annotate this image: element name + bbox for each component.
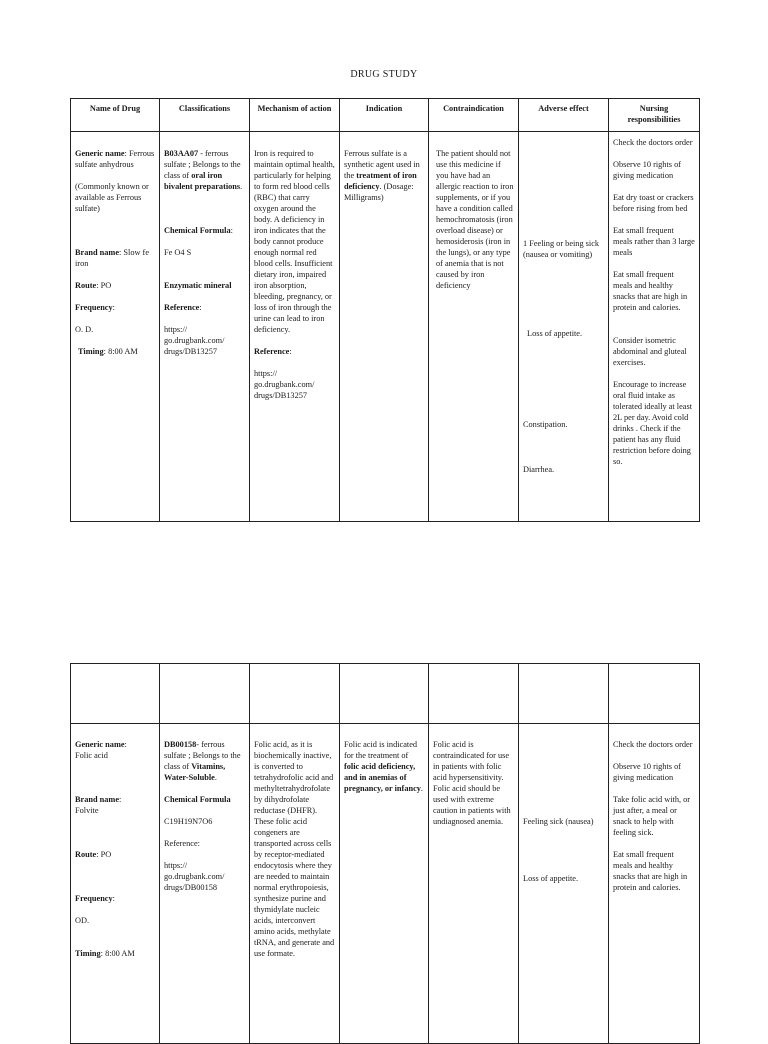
route-label: Route xyxy=(75,281,97,290)
brand-name-value: Slow fe iron xyxy=(75,248,150,268)
page-title: DRUG STUDY xyxy=(350,69,418,80)
generic-name-label: Generic name xyxy=(75,740,125,749)
reference-link[interactable]: https:// go.drugbank.com/ drugs/DB13257 xyxy=(164,325,225,356)
contraindication-cell xyxy=(429,724,519,1044)
mechanism-text: Iron is required to maintain optimal health, particularly for helping to form red blood cells (RBC) that carry oxygen around the body. A deficiency in iron indicates that the body cannot produce enough normal red blood cells. Insufficient dietary iron, impaired iron absorption, bleeding, pregnancy, or loss of iron through the urine can lead to iron deficiency. xyxy=(254,149,335,334)
nursing-item: Check the doctors order xyxy=(613,138,693,147)
frequency-label: Frequency xyxy=(75,894,113,903)
frequency-value: OD. xyxy=(75,916,90,925)
indication-bold: folic acid deficiency, and in anemias of pregnancy, or infancy xyxy=(344,762,421,793)
contraindication-cell xyxy=(429,132,519,522)
nursing-item: Eat small frequent meals and healthy snacks that are high in protein and calories. xyxy=(613,850,688,892)
nursing-cell xyxy=(609,132,700,522)
mechanism-text: Folic acid, as it is biochemically inactive, is converted to tetrahydrofolic acid and methyltetrahydrofolate by dihydrofolate reductase (DHFR). These folic acid congeners are transported across cells by receptor-mediated endocytosis where they are needed to maintain normal erythropoiesis, synthesize purine and thymidylate nucleic acids, interconvert amino acids, methylate tRNA, and generate and use formate. xyxy=(254,740,335,958)
nursing-item: Eat small frequent meals rather than 3 large meals xyxy=(613,226,695,257)
nursing-item: Eat small frequent meals and healthy snacks that are high in protein and calories. xyxy=(613,270,688,312)
reference-link[interactable]: https:// go.drugbank.com/ drugs/DB00158 xyxy=(164,861,225,892)
adverse-item: 1 Feeling or being sick (nausea or vomiting) xyxy=(523,239,600,259)
mechanism-cell xyxy=(250,724,340,1044)
brand-name-label: Brand name xyxy=(75,248,120,257)
nursing-item: Encourage to increase oral fluid intake as tolerated ideally at least 2L per day. Avoid cold drinks . Check if the patient has any fluid restriction before doing so. xyxy=(613,380,693,466)
header-nursing-responsibilities: Nursing responsibilities xyxy=(609,99,700,132)
timing-value: 8:00 AM xyxy=(108,347,138,356)
indication-bold: treatment of iron deficiency xyxy=(344,171,417,191)
nursing-cell xyxy=(609,724,700,1044)
classification-cell: B03AA07 - ferrous sulfate ; Belongs to the class of oral iron bivalent preparations. Chemical Formula: Fe O4 S Enzymatic mineral Reference: https:// go.drugbank.com/ drugs/DB13257 xyxy=(160,132,250,522)
mechanism-reference-label: Reference xyxy=(254,347,290,356)
name-cell: Generic name: Folic acid Brand name: Folvite Route: PO Frequency: OD. Timing: 8:00 AM xyxy=(71,724,160,1044)
common-name: (Commonly known or available as Ferrous sulfate) xyxy=(75,182,149,213)
route-label: Route xyxy=(75,850,97,859)
adverse-item: Constipation. xyxy=(523,420,568,429)
indication-cell xyxy=(340,724,429,1044)
drug-row-folic-acid xyxy=(71,724,700,1044)
brand-name-value: Folvite xyxy=(75,806,99,815)
indication-post: . (Dosage: Milligrams) xyxy=(344,182,414,202)
adverse-effect-cell xyxy=(519,132,609,522)
generic-name-label: Generic name xyxy=(75,149,125,158)
classification-desc: - ferrous sulfate ; Belongs to the class of xyxy=(164,149,241,180)
timing-label: Timing xyxy=(78,347,104,356)
nursing-item: Consider isometric abdominal and gluteal exercises. xyxy=(613,336,687,367)
adverse-item: Diarrhea. xyxy=(523,465,555,474)
classification-code: B03AA07 xyxy=(164,149,199,158)
indication-pre: Ferrous sulfate is a synthetic agent used in the xyxy=(344,149,420,180)
adverse-item: Loss of appetite. xyxy=(527,329,583,338)
drug-study-table-1 xyxy=(70,98,700,522)
contraindication-text: Folic acid is contraindicated for use in patients with folic acid hypersensitivity. Folic acid should be used with extreme caution in patients with undiagnosed anemia. xyxy=(433,740,511,826)
frequency-value: O. D. xyxy=(75,325,94,334)
drug-row-ferrous-sulfate xyxy=(71,132,700,522)
classification-class: oral iron bivalent preparations xyxy=(164,171,241,191)
route-value: PO xyxy=(100,281,112,290)
nursing-item: Observe 10 rights of giving medication xyxy=(613,762,681,782)
header-indication: Indication xyxy=(340,99,429,132)
enzymatic-label: Enzymatic mineral xyxy=(164,281,232,290)
indication-pre: Folic acid is indicated for the treatment of xyxy=(344,740,418,760)
mechanism-cell: Iron is required to maintain optimal health, particularly for helping to form red blood cells (RBC) that carry oxygen around the body. A deficiency in iron indicates that the body cannot produce enough normal red blood cells. Insufficient dietary iron, impaired iron absorption, bleeding, pregnancy, or loss of iron through the urine can lead to iron deficiency. Reference: https:// go.drugbank.com/ drugs/DB13257 xyxy=(250,132,340,522)
classification-class: Vitamins, Water-Soluble xyxy=(164,762,226,782)
classification-desc: - ferrous sulfate ; Belongs to the class of xyxy=(164,740,241,771)
chemical-formula-label: Chemical Formula xyxy=(164,795,231,804)
contraindication-text: The patient should not use this medicine if you have had an allergic reaction to iron supplements, or if you have a condition called hemochromatosis (iron overload disease) or hemosiderosis (iron in the lungs), or any type of anemia that is not caused by iron deficiency xyxy=(436,149,514,290)
chemical-formula-label: Chemical Formula xyxy=(164,226,231,235)
mechanism-reference-link[interactable]: https:// go.drugbank.com/ drugs/DB13257 xyxy=(254,369,315,400)
header-adverse-effect: Adverse effect xyxy=(519,99,609,132)
reference-label: Reference: xyxy=(164,839,200,848)
adverse-item: Feeling sick (nausea) xyxy=(523,817,594,826)
indication-post: . xyxy=(420,784,423,793)
route-value: PO xyxy=(100,850,112,859)
indication-cell xyxy=(340,132,429,522)
nursing-item: Take folic acid with, or just after, a meal or snack to help with feeling sick. xyxy=(613,795,691,837)
classification-cell: DB00158- ferrous sulfate ; Belongs to the class of Vitamins, Water-Soluble. Chemical Formula C19H19N7O6 Reference: https:// go.drugbank.com/ drugs/DB00158 xyxy=(160,724,250,1044)
chemical-formula-value: Fe O4 S xyxy=(164,248,192,257)
adverse-item: Loss of appetite. xyxy=(523,874,579,883)
frequency-label: Frequency xyxy=(75,303,113,312)
nursing-item: Observe 10 rights of giving medication xyxy=(613,160,681,180)
header-row xyxy=(71,99,700,132)
timing-label: Timing xyxy=(75,949,101,958)
header-contraindication: Contraindication xyxy=(429,99,519,132)
generic-name-value: Folic acid xyxy=(75,751,108,760)
nursing-item: Check the doctors order xyxy=(613,740,693,749)
classification-code: DB00158 xyxy=(164,740,197,749)
drug-study-table-2 xyxy=(70,663,700,1044)
adverse-effect-cell xyxy=(519,724,609,1044)
nursing-item: Eat dry toast or crackers before rising from bed xyxy=(613,193,694,213)
header-classifications: Classifications xyxy=(160,99,250,132)
timing-value: 8:00 AM xyxy=(105,949,135,958)
header-mechanism: Mechanism of action xyxy=(250,99,340,132)
generic-name-value: Ferrous sulfate anhydrous xyxy=(75,149,155,169)
header-name-of-drug: Name of Drug xyxy=(71,99,160,132)
name-cell: Generic name: Ferrous sulfate anhydrous (Commonly known or available as Ferrous sulfate) Brand name: Slow fe iron Route: PO Frequency: O. D. Timing: 8:00 AM xyxy=(71,132,160,522)
brand-name-label: Brand name xyxy=(75,795,120,804)
reference-label: Reference xyxy=(164,303,200,312)
chemical-formula-value: C19H19N7O6 xyxy=(164,817,213,826)
empty-header-row xyxy=(71,664,700,724)
